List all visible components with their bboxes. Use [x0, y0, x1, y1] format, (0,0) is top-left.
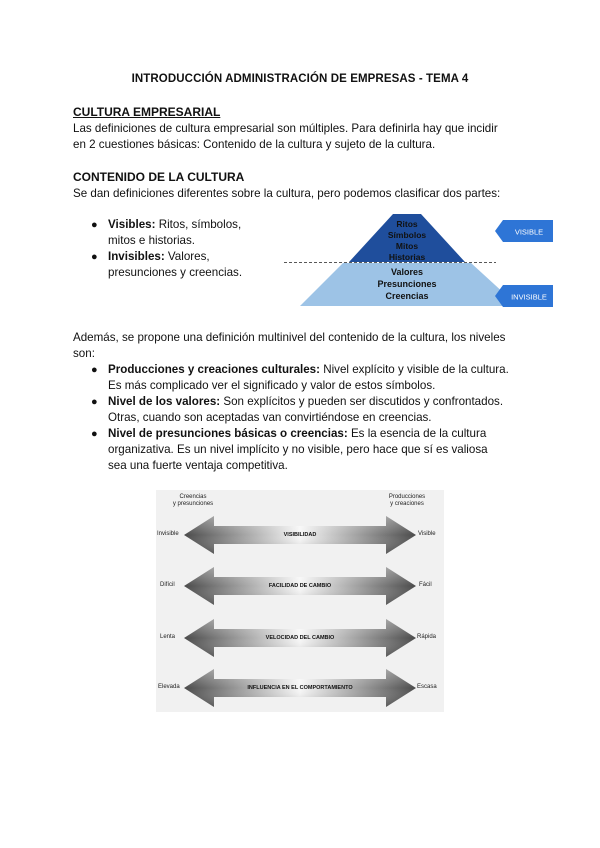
bullet-text: Ritos, símbolos, [155, 218, 242, 231]
section1-paragraph [73, 121, 533, 153]
row-left-label: Elevada [158, 684, 180, 690]
invisible-tag [495, 285, 553, 307]
bullet-dot-icon: ● [91, 251, 98, 263]
bullet-visibles [91, 217, 278, 249]
row-right-label: Rápida [417, 634, 437, 640]
bullet-text: mitos e historias. [108, 234, 195, 247]
section2-intro: Se dan definiciones diferentes sobre la cultura, pero podemos clasificar dos partes: [73, 187, 501, 200]
pyramid-label-creencias: Creencias [385, 291, 429, 301]
right-header [372, 494, 442, 508]
bullet-text: Es más complicado ver el significado y valor de estos símbolos. [108, 379, 436, 392]
bullet-text: organizativa. Es un nivel implícito y no visible, pero hace que sí es valiosa [108, 443, 488, 456]
double-arrows [156, 490, 444, 712]
section-heading-cultura-empresarial: CULTURA EMPRESARIAL [73, 105, 221, 119]
bullet-producciones [91, 362, 538, 394]
row-center-label: FACILIDAD DE CAMBIO [268, 583, 332, 589]
bullet-bold: Nivel de los valores: [108, 395, 221, 408]
row-center-label: VISIBILIDAD [283, 532, 317, 538]
bullet-text: Otras, cuando son aceptadas van convirtiéndose en creencias. [108, 411, 432, 424]
visible-tag-label: VISIBLE [514, 227, 544, 237]
pyramid-label-historias: Historias [388, 252, 426, 262]
bullet-invisibles [91, 249, 278, 281]
row-center-label: VELOCIDAD DEL CAMBIO [265, 635, 335, 641]
bullet-text: Son explícitos y pueden ser discutidos y confrontados. [220, 395, 504, 408]
section3-line: son: [73, 347, 95, 360]
bullet-valores [91, 394, 538, 426]
section3-line: Además, se propone una definición multinivel del contenido de la cultura, los niveles [73, 331, 506, 344]
row-left-label: Difícil [160, 582, 175, 588]
culture-levels-figure [156, 490, 444, 712]
bullet-text: presunciones y creencias. [108, 266, 243, 279]
right-header-line: y creaciones [390, 501, 424, 507]
bullet-bold: Visibles: [108, 218, 156, 231]
pyramid-label-presunciones: Presunciones [377, 279, 437, 289]
bullet-bold: Invisibles: [108, 250, 165, 263]
document-title: INTRODUCCIÓN ADMINISTRACIÓN DE EMPRESAS - TEMA 4 [131, 73, 469, 85]
left-header-line: Creencias [179, 494, 207, 500]
pyramid-label-ritos: Ritos [396, 219, 418, 229]
left-header [158, 494, 228, 508]
bullet-dot-icon: ● [91, 219, 98, 231]
row-right-label: Escasa [417, 684, 437, 690]
pyramid-label-valores: Valores [390, 267, 424, 277]
section-heading-contenido: CONTENIDO DE LA CULTURA [73, 170, 245, 184]
row-center-label: INFLUENCIA EN EL COMPORTAMIENTO [247, 685, 353, 691]
pyramid-label-simbolos: Símbolos [387, 230, 427, 240]
bullet-text: Es la esencia de la cultura [347, 427, 487, 440]
row-left-label: Invisible [157, 531, 179, 537]
bullet-dot-icon: ● [91, 428, 98, 440]
row-right-label: Visible [418, 531, 436, 537]
bullet-text: Valores, [164, 250, 210, 263]
row-right-label: Fácil [419, 582, 432, 588]
bullet-bold: Nivel de presunciones básicas o creencias: [108, 427, 348, 440]
right-header-line: Producciones [388, 494, 426, 500]
bullet-bold: Producciones y creaciones culturales: [108, 363, 320, 376]
bullet-text: Nivel explícito y visible de la cultura. [320, 363, 509, 376]
pyramid-label-mitos: Mitos [395, 241, 419, 251]
visible-tag [495, 220, 553, 242]
left-header-line: y presunciones [172, 501, 214, 507]
section1-line: Las definiciones de cultura empresarial son múltiples. Para definirla hay que incidir [73, 122, 498, 135]
row-left-label: Lenta [160, 634, 176, 640]
bullet-text: sea una fuerte ventaja competitiva. [108, 459, 288, 472]
bullet-presunciones [91, 426, 538, 474]
invisible-tag-label: INVISIBLE [511, 292, 547, 302]
bullet-dot-icon: ● [91, 364, 98, 376]
bullet-dot-icon: ● [91, 396, 98, 408]
section3-intro [73, 330, 533, 362]
section1-line: en 2 cuestiones básicas: Contenido de la cultura y sujeto de la cultura. [73, 138, 436, 151]
